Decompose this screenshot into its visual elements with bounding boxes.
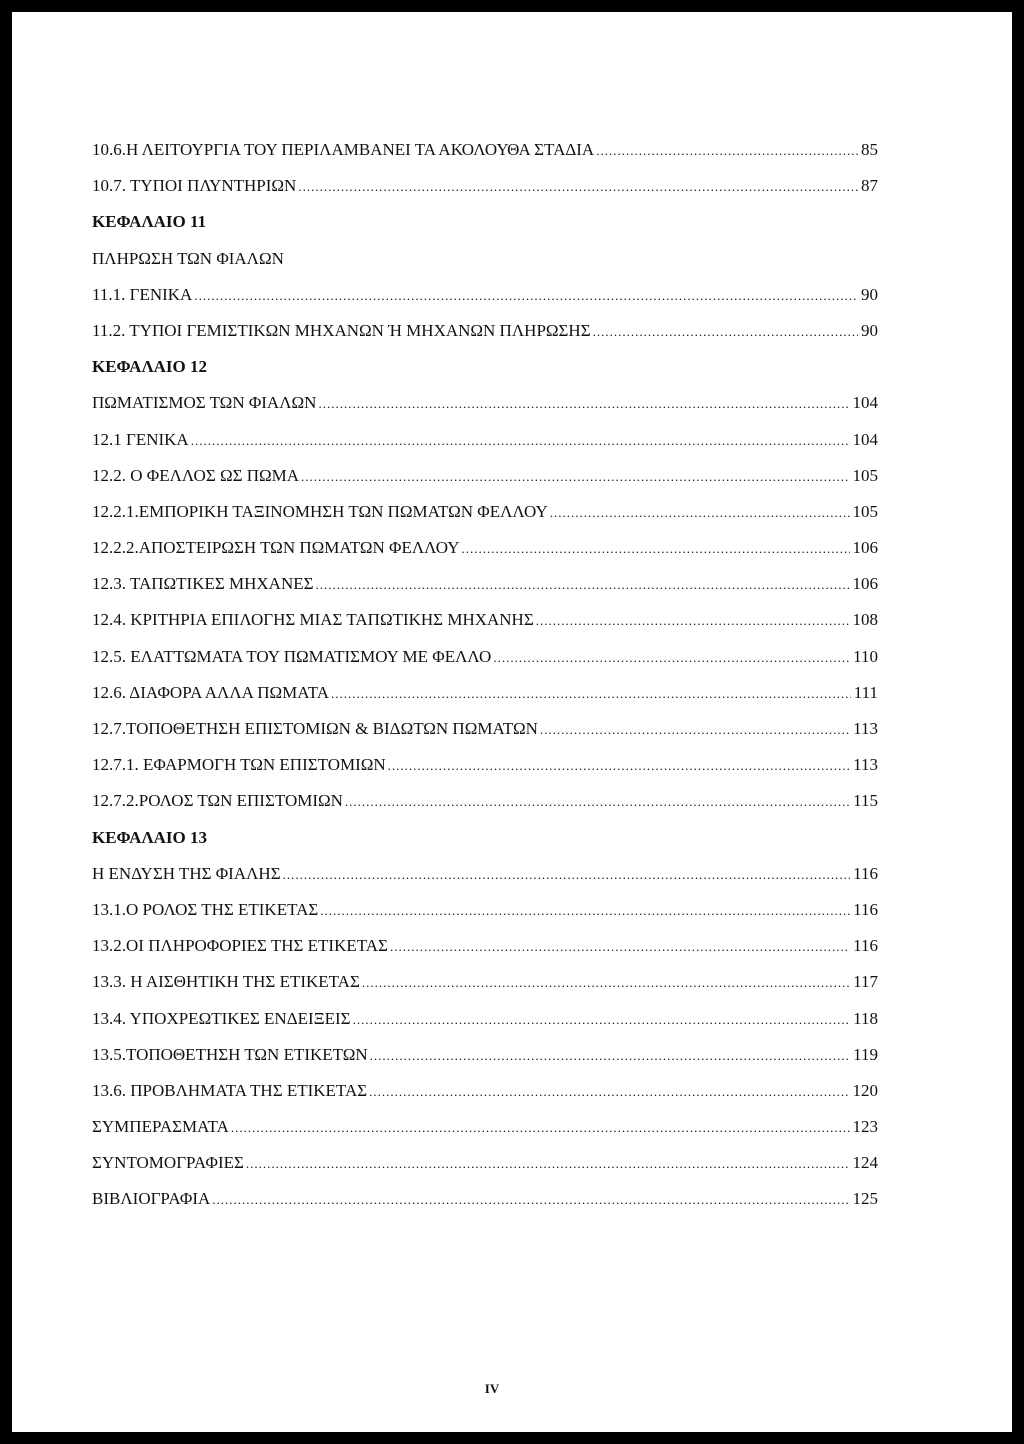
toc-entry-page-number: 116 [853,863,878,883]
dot-leader [596,133,858,169]
dot-leader [194,278,858,314]
toc-entry [92,711,878,747]
toc-entry-title: 12.6. ΔΙΑΦΟΡΑ ΑΛΛΑ ΠΩΜΑΤΑ [92,682,330,702]
toc-entry-title: 10.6.Η ΛΕΙΤΟΥΡΓΙΑ ΤΟΥ ΠΕΡΙΛΑΜΒΑΝΕΙ ΤΑ ΑΚΟΛΟΥΘΑ ΣΤΑΔΙΑ [92,140,595,159]
toc-entry [92,639,878,675]
dot-leader [593,314,858,350]
dot-leader [369,1074,849,1110]
dot-leader [320,893,850,929]
dot-leader [550,495,850,531]
dot-leader [536,603,850,639]
toc-entry-page-number: 85 [861,140,878,159]
dot-leader [298,169,858,205]
toc-entry-page-number: 116 [853,936,878,956]
toc-entry-title: 12.7.2.ΡΟΛΟΣ ΤΩΝ ΕΠΙΣΤΟΜΙΩΝ [92,791,343,811]
toc-entry [92,747,878,783]
toc-entry [92,1073,878,1109]
toc-entry-title: 13.4. ΥΠΟΧΡΕΩΤΙΚΕΣ ΕΝΔΕΙΞΕΙΣ [92,1008,351,1028]
toc-entry-page-number: 104 [852,393,878,413]
toc-entry-title: 12.7.ΤΟΠΟΘΕΤΗΣΗ ΕΠΙΣΤΟΜΙΩΝ & ΒΙΔΩΤΩΝ ΠΩΜΑΤΩΝ [92,719,538,738]
dot-leader [462,531,850,567]
toc-entry-title: ΚΕΦΑΛΑΙΟ 12 [92,357,208,377]
toc-entry-page-number: 105 [852,501,878,521]
toc-entry-page-number: 110 [853,646,878,666]
dot-leader [283,857,851,893]
chapter-heading [92,204,878,240]
toc-entry [92,313,878,349]
toc-entry-page-number: 87 [861,176,878,196]
chapter-heading [92,349,878,385]
toc-entry-page-number: 125 [852,1189,878,1209]
toc-entry [92,458,878,494]
toc-entry-page-number: 90 [861,320,878,340]
dot-leader [301,459,849,495]
toc-entry-title: 13.6. ΠΡΟΒΛΗΜΑΤΑ ΤΗΣ ΕΤΙΚΕΤΑΣ [92,1080,368,1100]
toc-entry-title: 13.5.ΤΟΠΟΘΕΤΗΣΗ ΤΩΝ ΕΤΙΚΕΤΩΝ [92,1044,368,1064]
dot-leader [316,567,850,603]
toc-entry-page-number: 108 [852,610,878,630]
toc-entry-page-number: 111 [853,682,878,702]
toc-entry [92,422,878,458]
dot-leader [390,929,850,965]
toc-entry-title: ΣΥΝΤΟΜΟΓΡΑΦΙΕΣ [92,1153,244,1173]
toc-entry-page-number: 106 [852,574,878,594]
toc-entry-title: ΒΙΒΛΙΟΓΡΑΦΙΑ [92,1189,211,1209]
toc-entry [92,783,878,819]
toc-entry-title: 10.7. ΤΥΠΟΙ ΠΛΥΝΤΗΡΙΩΝ [92,176,297,196]
toc-entry [92,892,878,928]
toc-entry-title: ΚΕΦΑΛΑΙΟ 13 [92,827,208,847]
toc-entry [92,675,878,711]
dot-leader [191,423,850,459]
toc-entry-page-number: 106 [852,538,878,558]
toc-entry-title: 11.1. ΓΕΝΙΚΑ [92,284,193,304]
toc-entry-page-number: 120 [852,1080,878,1100]
toc-entry-page-number: 113 [853,719,878,738]
toc-entry-page-number: 123 [852,1117,878,1137]
toc-entry [92,385,878,421]
toc-entry-title: 13.3. Η ΑΙΣΘΗΤΙΚΗ ΤΗΣ ΕΤΙΚΕΤΑΣ [92,972,360,992]
toc-entry [92,1037,878,1073]
dot-leader [318,386,849,422]
toc-entry-title: 13.1.Ο ΡΟΛΟΣ ΤΗΣ ΕΤΙΚΕΤΑΣ [92,899,319,919]
toc-entry-title: 12.1 ΓΕΝΙΚΑ [92,429,189,449]
dot-leader [362,965,850,1001]
toc-entry [92,1181,878,1217]
toc-entry-page-number: 104 [852,429,878,449]
dot-leader [345,784,850,820]
toc-entry [92,530,878,566]
toc-entry-title: ΚΕΦΑΛΑΙΟ 11 [92,212,207,232]
toc-entry [92,602,878,638]
toc-entry [92,1109,878,1145]
dot-leader [212,1182,849,1218]
toc-entry-title: 12.2.2.ΑΠΟΣΤΕΙΡΩΣΗ ΤΩΝ ΠΩΜΑΤΩΝ ΦΕΛΛΟΥ [92,538,460,558]
toc-entry-title: 12.2. Ο ΦΕΛΛΟΣ ΩΣ ΠΩΜΑ [92,465,300,485]
toc-entry [92,964,878,1000]
toc-entry-title: 12.7.1. ΕΦΑΡΜΟΓΗ ΤΩΝ ΕΠΙΣΤΟΜΙΩΝ [92,755,386,775]
table-of-contents [92,132,878,1218]
toc-entry [92,132,878,168]
dot-leader [493,640,850,676]
toc-section-title [92,241,878,277]
toc-entry [92,1145,878,1181]
dot-leader [353,1002,851,1038]
toc-entry-page-number: 124 [852,1153,878,1173]
chapter-heading [92,820,878,856]
toc-entry-page-number: 90 [861,284,878,304]
toc-entry [92,168,878,204]
toc-entry [92,928,878,964]
toc-entry [92,566,878,602]
toc-entry [92,856,878,892]
toc-entry-title: ΣΥΜΠΕΡΑΣΜΑΤΑ [92,1117,229,1137]
dot-leader [331,676,851,712]
toc-entry-title: ΠΩΜΑΤΙΣΜΟΣ ΤΩΝ ΦΙΑΛΩΝ [92,393,317,413]
toc-entry-title: 12.2.1.ΕΜΠΟΡΙΚΗ ΤΑΞΙΝΟΜΗΣΗ ΤΩΝ ΠΩΜΑΤΩΝ ΦΕΛΛΟΥ [92,501,548,521]
dot-leader [246,1146,850,1182]
dot-leader [388,748,850,784]
toc-entry-title: 12.3. ΤΑΠΩΤΙΚΕΣ ΜΗΧΑΝΕΣ [92,574,314,594]
toc-entry-title: 13.2.ΟΙ ΠΛΗΡΟΦΟΡΙΕΣ ΤΗΣ ΕΤΙΚΕΤΑΣ [92,936,388,956]
dot-leader [231,1110,850,1146]
document-page [12,12,1012,1432]
toc-entry [92,277,878,313]
toc-entry-page-number: 119 [853,1044,878,1064]
toc-entry-title: Η ΕΝΔΥΣΗ ΤΗΣ ΦΙΑΛΗΣ [92,863,281,883]
dot-leader [370,1038,850,1074]
toc-entry-title: 12.4. ΚΡΙΤΗΡΙΑ ΕΠΙΛΟΓΗΣ ΜΙΑΣ ΤΑΠΩΤΙΚΗΣ ΜΗΧΑΝΗΣ [92,610,534,630]
toc-entry-title: ΠΛΗΡΩΣΗ ΤΩΝ ΦΙΑΛΩΝ [92,248,284,268]
toc-entry-title: 11.2. ΤΥΠΟΙ ΓΕΜΙΣΤΙΚΩΝ ΜΗΧΑΝΩΝ Ή ΜΗΧΑΝΩΝ ΠΛΗΡΩΣΗΣ [92,320,591,340]
toc-entry-page-number: 115 [853,791,878,811]
toc-entry-page-number: 116 [853,899,878,919]
toc-entry-page-number: 118 [853,1008,878,1028]
toc-entry-page-number: 117 [853,972,878,992]
toc-entry-page-number: 113 [853,755,878,775]
toc-entry [92,494,878,530]
toc-entry [92,1001,878,1037]
page-number: IV [484,1381,500,1396]
toc-entry-title: 12.5. ΕΛΑΤΤΩΜΑΤΑ ΤΟΥ ΠΩΜΑΤΙΣΜΟΥ ΜΕ ΦΕΛΛΟ [92,646,492,666]
toc-entry-page-number: 105 [852,465,878,485]
dot-leader [540,712,850,748]
